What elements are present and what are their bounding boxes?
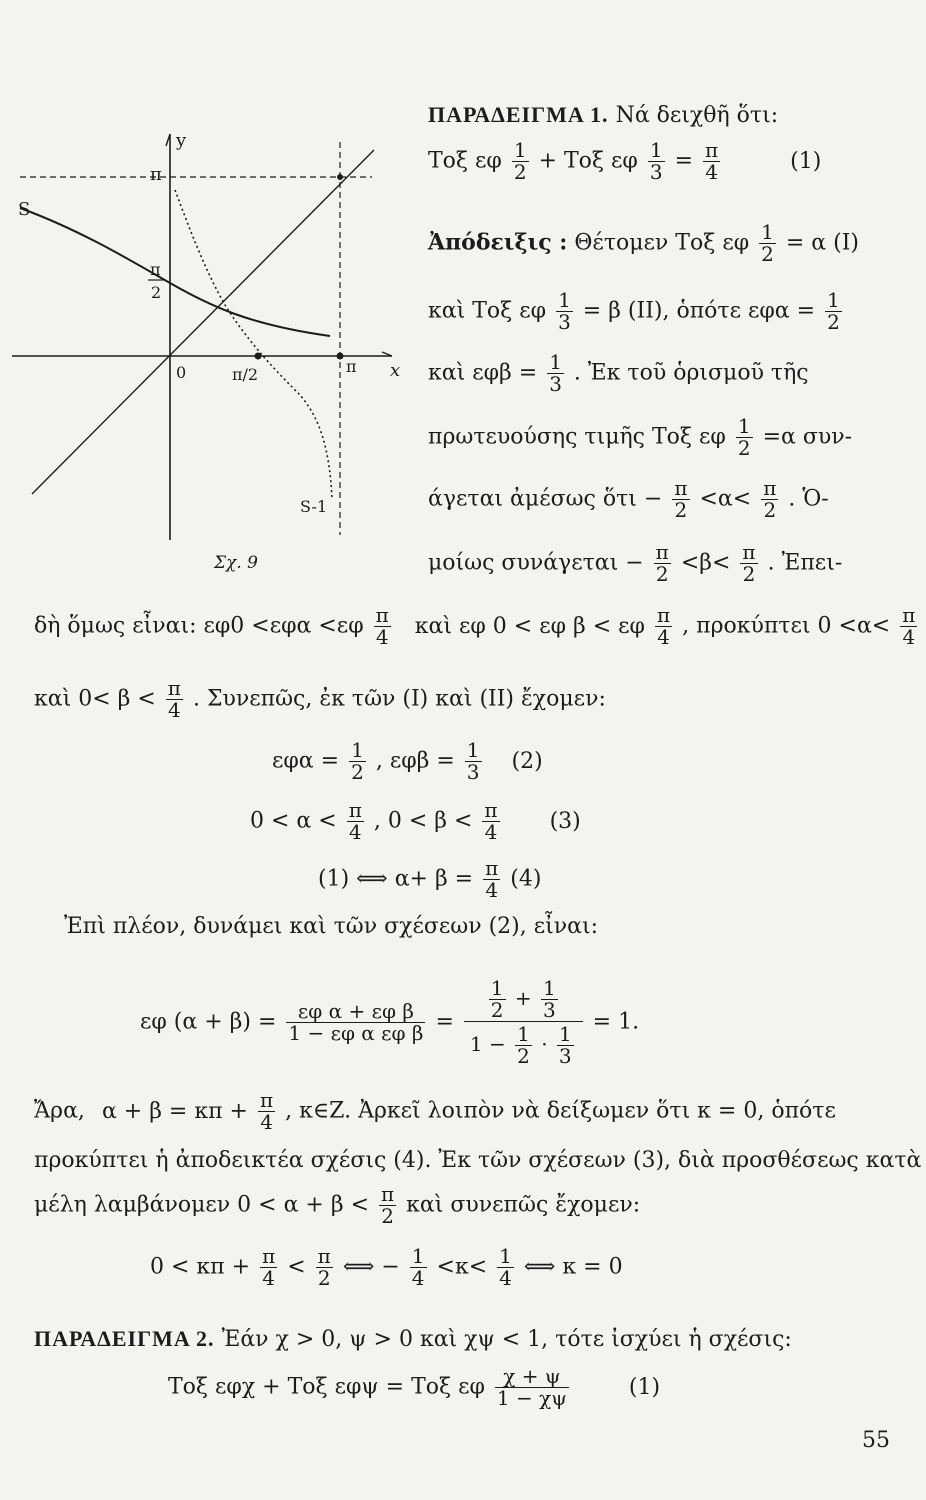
equation-number: (1) xyxy=(628,1374,661,1400)
page-number: 55 xyxy=(862,1428,890,1453)
ex1-equation xyxy=(428,140,821,183)
proof-label: Ἀπόδειξις : xyxy=(428,229,568,256)
label-S-inverse: S-1 xyxy=(300,497,328,516)
identity-line xyxy=(32,150,374,494)
text: . Ἐπει- xyxy=(767,550,843,576)
text: = xyxy=(435,1009,454,1035)
text: = 1. xyxy=(592,1009,640,1035)
curve-S-inverse xyxy=(175,190,332,500)
fraction: $\frac{1}{3}$ xyxy=(558,1022,572,1068)
text: · xyxy=(541,1032,548,1056)
text: πρωτευούσης τιμῆς Τοξ εφ xyxy=(428,424,726,450)
origin-label: 0 xyxy=(176,363,187,382)
point-pi xyxy=(337,353,343,359)
text: α + β = κπ + xyxy=(101,1098,248,1124)
text: καὶ Τοξ εφ xyxy=(428,298,547,324)
text: καὶ συνεπῶς ἔχομεν: xyxy=(406,1192,641,1218)
proof-line-8 xyxy=(34,678,606,721)
ex2-heading xyxy=(34,1328,792,1351)
figure-caption: Σχ. 9 xyxy=(214,553,258,573)
equation-number: (2) xyxy=(511,748,543,774)
fraction: $\frac{1}{3}$ xyxy=(558,288,571,334)
fraction: $\frac{1}{2}$ xyxy=(517,1022,530,1068)
text: Ἄρα, xyxy=(34,1098,85,1124)
text: μέλη λαμβάνομεν 0 < α + β < xyxy=(34,1192,370,1218)
fraction: $\frac{1}{2}$ xyxy=(513,138,527,184)
text: εφα = xyxy=(272,748,340,774)
ex1-heading xyxy=(428,104,778,127)
text: ⟺ κ = 0 xyxy=(523,1254,623,1280)
label-pi-y: π xyxy=(150,164,162,185)
text: Θέτομεν Τοξ εφ xyxy=(574,230,750,256)
fraction: $\frac{\pi}{4}$ xyxy=(375,603,389,649)
text: εφ (α + β) = xyxy=(140,1009,277,1035)
text: < xyxy=(287,1254,306,1280)
text: , 0 < β < xyxy=(373,808,473,834)
fraction: $\frac{\pi}{4}$ xyxy=(705,138,719,184)
text: . Συνεπῶς, ἐκ τῶν (I) καὶ (II) ἔχομεν: xyxy=(192,686,606,712)
proof-line-12 xyxy=(34,1184,640,1227)
point-top xyxy=(338,175,343,180)
fraction: $\frac{\pi}{4}$ xyxy=(348,798,362,844)
fraction: $\frac{\pi}{2}$ xyxy=(674,476,688,522)
label-pi-x: π xyxy=(346,357,357,376)
fraction: $\frac{1}{2}$ xyxy=(827,288,840,334)
text: δὴ ὅμως εἶναι: εφ0 <εφα <εφ xyxy=(34,613,364,639)
fraction: $\frac{\pi}{4}$ xyxy=(484,798,498,844)
text: + xyxy=(514,986,532,1010)
text: . Ὁ- xyxy=(788,486,829,512)
text: 0 < α < xyxy=(250,808,337,834)
label-S: S xyxy=(18,199,31,220)
text: προκύπτει ἡ ἀποδεικτέα σχέσις (4). Ἐκ τῶν σχέσεων (3), διὰ προσθέσεως κατὰ xyxy=(34,1148,922,1173)
fraction: $\frac{\pi}{2}$ xyxy=(742,540,756,586)
fraction: $\frac{1}{2}$ xyxy=(351,738,364,784)
proof-line-9 xyxy=(64,916,598,938)
text: μοίως συνάγεται − xyxy=(428,550,644,576)
equation-number: (1) xyxy=(790,148,822,174)
text: = α (I) xyxy=(785,230,860,256)
equation-number: (4) xyxy=(510,866,542,892)
proof-line-10 xyxy=(34,1090,836,1133)
fraction: $\frac{1}{3}$ xyxy=(649,138,663,184)
fraction: $\frac{1}{2}$ xyxy=(761,220,774,266)
text: =α συν- xyxy=(762,424,853,450)
text: ⟺ − xyxy=(342,1254,400,1280)
proof-line-5 xyxy=(428,478,829,521)
eq-part: Τοξ εφ xyxy=(428,148,502,174)
x-axis-label: x xyxy=(390,360,401,381)
proof-line-1 xyxy=(428,222,859,265)
y-axis-label: y xyxy=(176,130,187,151)
equation-number: (3) xyxy=(549,808,581,834)
proof-line-7 xyxy=(34,605,920,648)
eq-part: = xyxy=(674,148,694,174)
fraction: $\frac{1}{3}$ xyxy=(466,738,480,784)
figure-graph xyxy=(0,120,410,590)
fraction: $\frac{\pi}{4}$ xyxy=(262,1244,276,1290)
text: Τοξ εφχ + Τοξ εφψ = Τοξ εφ xyxy=(168,1374,485,1400)
point-pi2 xyxy=(255,353,261,359)
text: άγεται ἀμέσως ὅτι − xyxy=(428,486,663,512)
fraction: $\frac{1}{4}$ xyxy=(499,1244,512,1290)
compound-fraction xyxy=(464,978,583,1067)
text: 0 < κπ + xyxy=(150,1254,251,1280)
ex2-title: ΠΑΡΑΔΕΙΓΜΑ 2. xyxy=(34,1326,215,1351)
proof-line-6 xyxy=(428,542,842,585)
equation-2 xyxy=(272,740,543,783)
text: , εφβ = xyxy=(375,748,455,774)
fraction: $\frac{1}{2}$ xyxy=(737,414,751,460)
proof-line-2 xyxy=(428,290,845,333)
fraction: $\frac{\pi}{4}$ xyxy=(485,856,499,902)
equation-4 xyxy=(318,858,541,901)
fraction: $\frac{\pi}{2}$ xyxy=(317,1244,331,1290)
fraction: $\frac{\pi}{4}$ xyxy=(656,603,671,649)
label-pi2-y-num: π xyxy=(150,260,161,279)
text: = β (II), ὁπότε εφα = xyxy=(582,298,816,324)
text: καὶ 0< β < xyxy=(34,686,156,712)
text: <κ< xyxy=(436,1254,488,1280)
text: (1) ⟺ α+ β = xyxy=(318,866,474,892)
ex2-equation xyxy=(168,1366,660,1409)
fraction: $\frac{1}{4}$ xyxy=(411,1244,425,1290)
proof-line-11 xyxy=(34,1150,921,1172)
fraction: $\frac{\pi}{2}$ xyxy=(655,540,669,586)
equation-3 xyxy=(250,800,581,843)
text: <β< xyxy=(680,550,731,576)
text: 1 − xyxy=(469,1032,506,1056)
fraction: $\frac{1}{3}$ xyxy=(543,976,556,1022)
fraction: $\frac{\chi + \psi}{1 - \chi\psi}$ xyxy=(496,1364,567,1410)
tan-sum-equation xyxy=(140,978,639,1067)
fraction: $\frac{\pi}{4}$ xyxy=(260,1088,274,1134)
ex2-intro: Ἐάν χ > 0, ψ > 0 καὶ χψ < 1, τότε ἰσχύει ἡ σχέσις: xyxy=(221,1327,792,1352)
curve-S xyxy=(20,208,330,336)
text: . Ἐκ τοῦ ὁρισμοῦ τῆς xyxy=(573,360,809,386)
fraction: $\frac{\pi}{2}$ xyxy=(381,1182,395,1228)
ex1-intro: Νά δειχθῆ ὅτι: xyxy=(615,103,779,128)
eq-part: + Τοξ εφ xyxy=(538,148,638,174)
text: καὶ εφ 0 < εφ β < εφ xyxy=(414,613,645,639)
fraction: $\frac{\pi}{2}$ xyxy=(763,476,777,522)
fraction: $\frac{1}{2}$ xyxy=(490,976,504,1022)
proof-line-3 xyxy=(428,352,809,395)
ex1-title: ΠΑΡΑΔΕΙΓΜΑ 1. xyxy=(428,102,609,127)
proof-line-4 xyxy=(428,416,852,459)
label-pi2-y-den: 2 xyxy=(151,283,162,302)
fraction: $\frac{\pi}{4}$ xyxy=(902,603,916,649)
text: καὶ εφβ = xyxy=(428,360,538,386)
fraction: $\frac{\pi}{4}$ xyxy=(167,676,181,722)
text: , προκύπτει 0 <α< xyxy=(682,613,891,639)
proof-line-13 xyxy=(150,1246,623,1289)
text: <α< xyxy=(699,486,752,512)
fraction: $\frac{\text{εφ α + εφ β}}{\text{1 − εφ α εφ β}}$ xyxy=(288,999,424,1045)
text: Ἐπὶ πλέον, δυνάμει καὶ τῶν σχέσεων (2), εἶναι: xyxy=(64,914,599,939)
fraction: $\frac{1}{3}$ xyxy=(549,350,562,396)
label-pi2-x: π/2 xyxy=(232,365,259,384)
text: , κ∈Z. Ἀρκεῖ λοιπὸν νὰ δείξωμεν ὅτι κ = 0, ὁπότε xyxy=(285,1098,836,1124)
